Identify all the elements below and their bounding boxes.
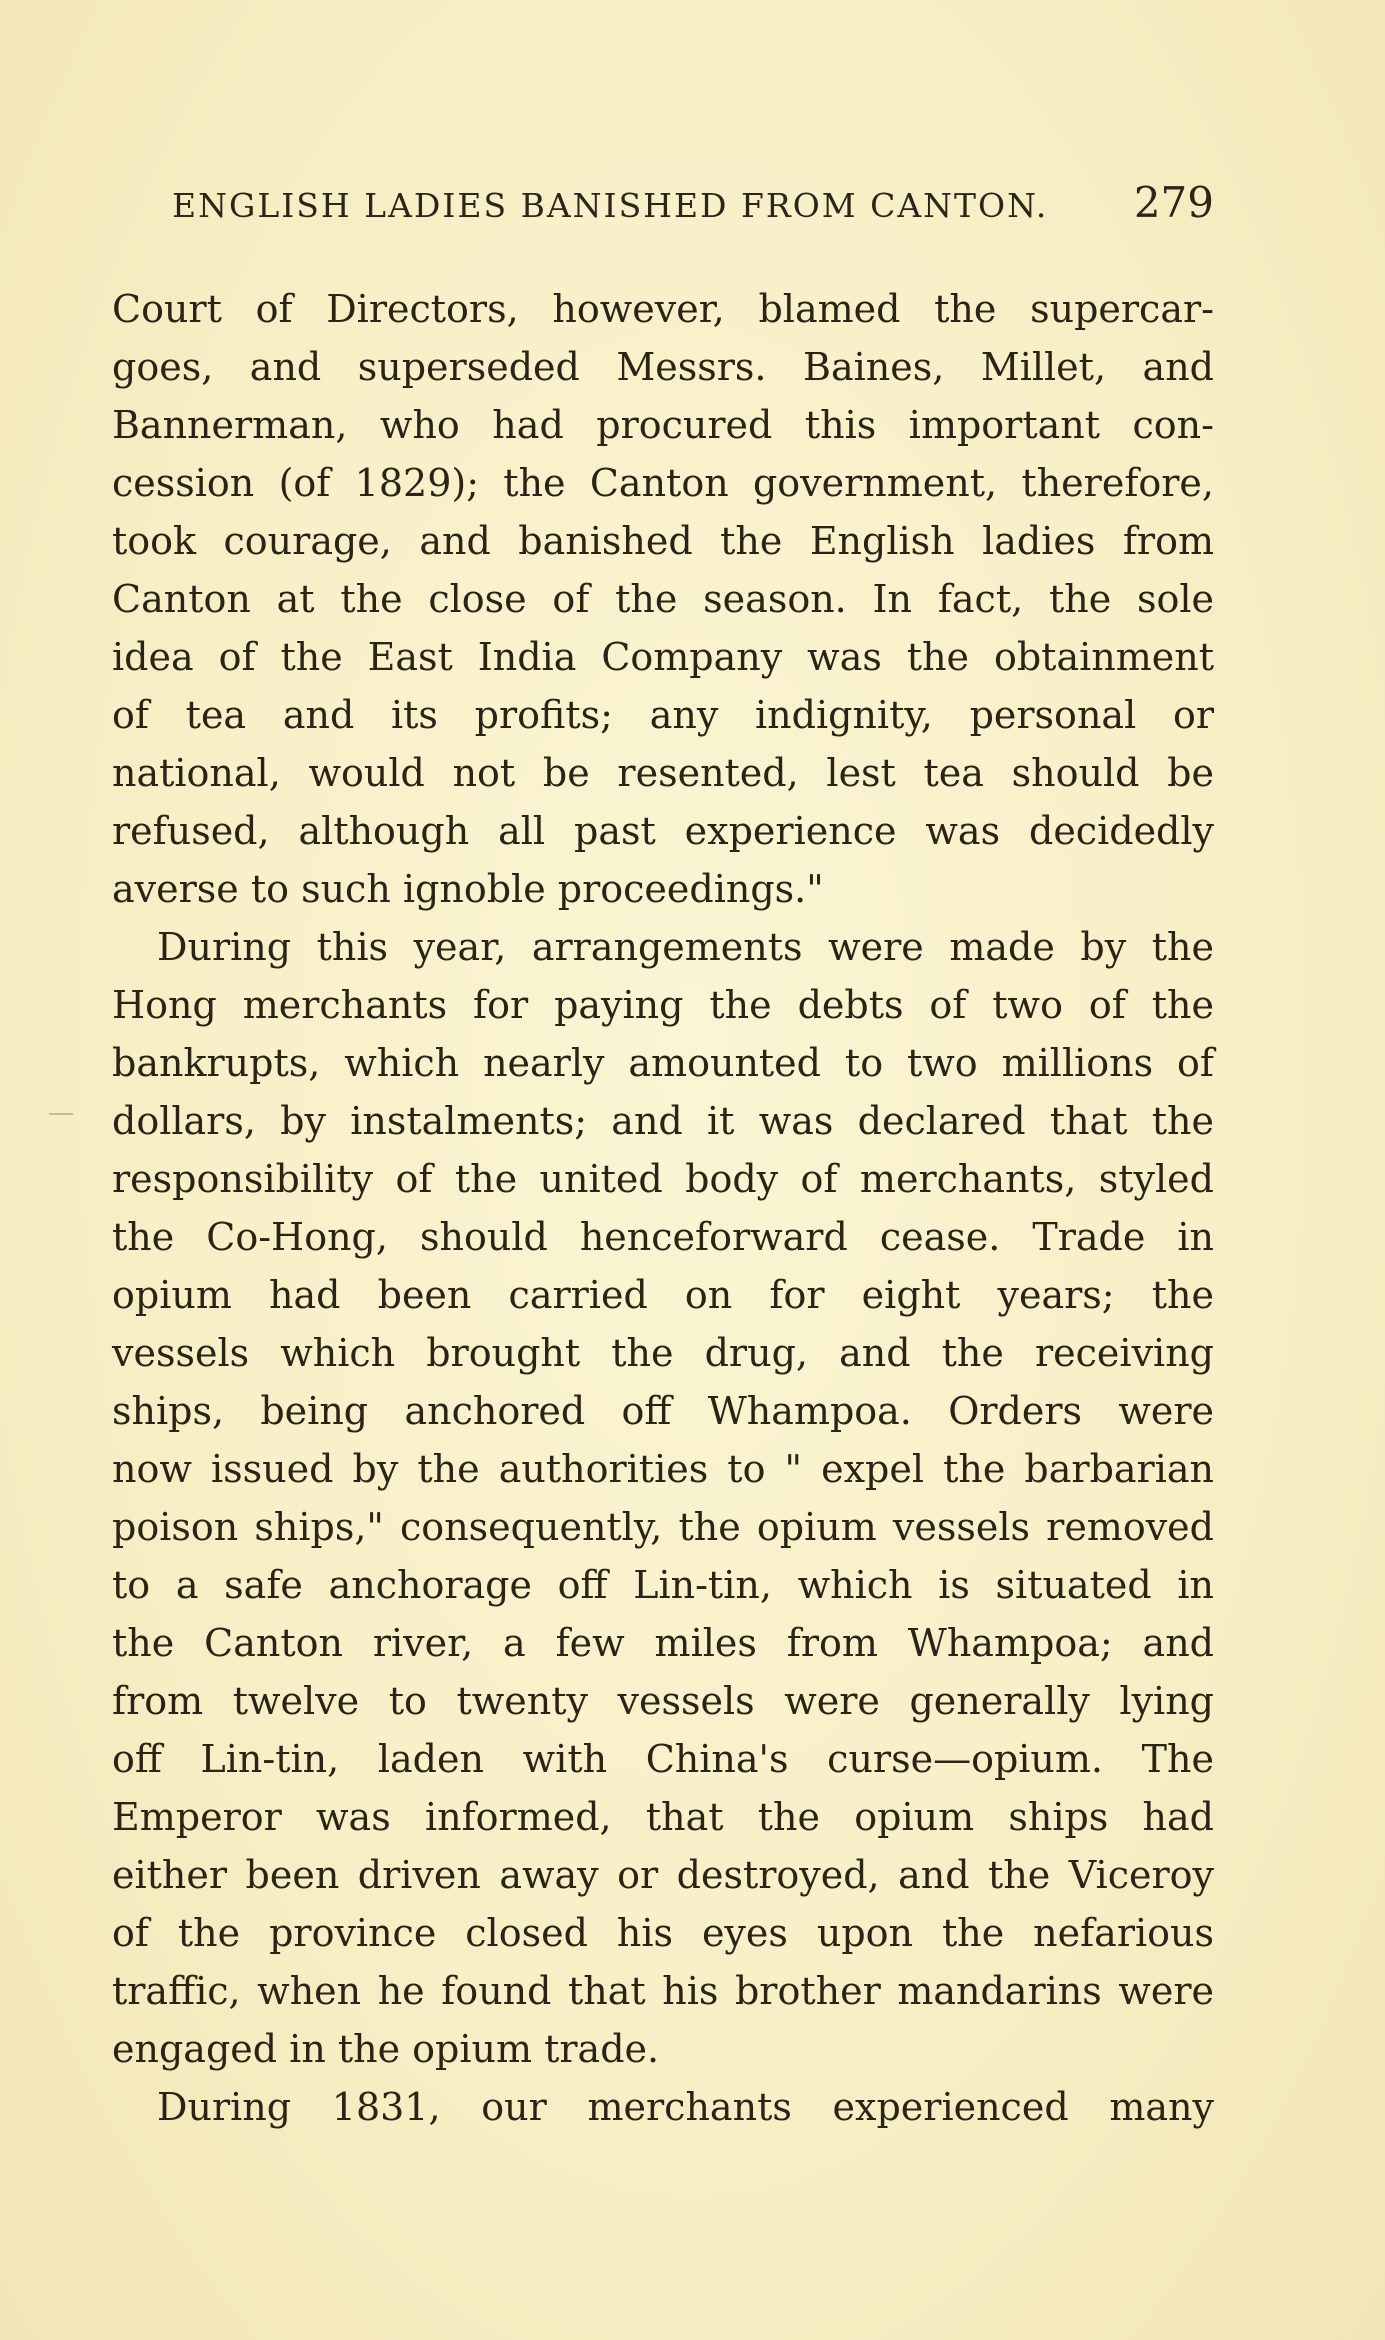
- text-line: Court of Directors, however, blamed the supercar-: [112, 287, 1214, 331]
- text-line: from twelve to twenty vessels were generally lying: [112, 1679, 1214, 1723]
- text-line: ships, being anchored off Whampoa. Orders were: [112, 1389, 1214, 1433]
- text-line: the Co-Hong, should henceforward cease. Trade in: [112, 1215, 1214, 1259]
- text-line: traffic, when he found that his brother mandarins were: [112, 1969, 1214, 2013]
- text-line: Canton at the close of the season. In fact, the sole: [112, 577, 1214, 621]
- text-line: of tea and its profits; any indignity, personal or: [112, 693, 1214, 737]
- text-line: poison ships," consequently, the opium vessels removed: [112, 1505, 1214, 1549]
- text-line: engaged in the opium trade.: [112, 2027, 660, 2071]
- text-line: opium had been carried on for eight years; the: [112, 1273, 1214, 1317]
- text-line: of the province closed his eyes upon the nefarious: [112, 1911, 1214, 1955]
- text-line: national, would not be resented, lest tea should be: [112, 751, 1214, 795]
- text-line: refused, although all past experience was decidedly: [112, 809, 1214, 853]
- text-line: either been driven away or destroyed, and the Viceroy: [112, 1853, 1214, 1897]
- text-line: averse to such ignoble proceedings.": [112, 867, 824, 911]
- text-line: now issued by the authorities to " expel the barbarian: [112, 1447, 1214, 1491]
- text-line: During this year, arrangements were made by the: [157, 925, 1214, 969]
- text-line: Emperor was informed, that the opium ships had: [112, 1795, 1214, 1839]
- text-line: responsibility of the united body of merchants, styled: [112, 1157, 1214, 1201]
- text-line: During 1831, our merchants experienced many: [157, 2085, 1214, 2129]
- margin-mark: [49, 1113, 73, 1115]
- running-title: ENGLISH LADIES BANISHED FROM CANTON.: [172, 186, 1049, 225]
- text-line: Hong merchants for paying the debts of two of the: [112, 983, 1214, 1027]
- text-line: off Lin-tin, laden with China's curse—opium. The: [112, 1737, 1214, 1781]
- text-line: to a safe anchorage off Lin-tin, which is situated in: [112, 1563, 1214, 1607]
- text-line: vessels which brought the drug, and the receiving: [112, 1331, 1214, 1375]
- text-line: the Canton river, a few miles from Whampoa; and: [112, 1621, 1214, 1665]
- text-line: Bannerman, who had procured this important con-: [112, 403, 1214, 447]
- text-line: goes, and superseded Messrs. Baines, Millet, and: [112, 345, 1214, 389]
- text-line: took courage, and banished the English ladies from: [112, 519, 1214, 563]
- page-number: 279: [1133, 178, 1214, 227]
- running-head: [172, 178, 1214, 228]
- text-line: bankrupts, which nearly amounted to two millions of: [112, 1041, 1214, 1085]
- text-line: dollars, by instalments; and it was declared that the: [112, 1099, 1214, 1143]
- text-line: idea of the East India Company was the obtainment: [112, 635, 1214, 679]
- body-text: [112, 280, 1214, 2160]
- text-line: cession (of 1829); the Canton government, therefore,: [112, 461, 1214, 505]
